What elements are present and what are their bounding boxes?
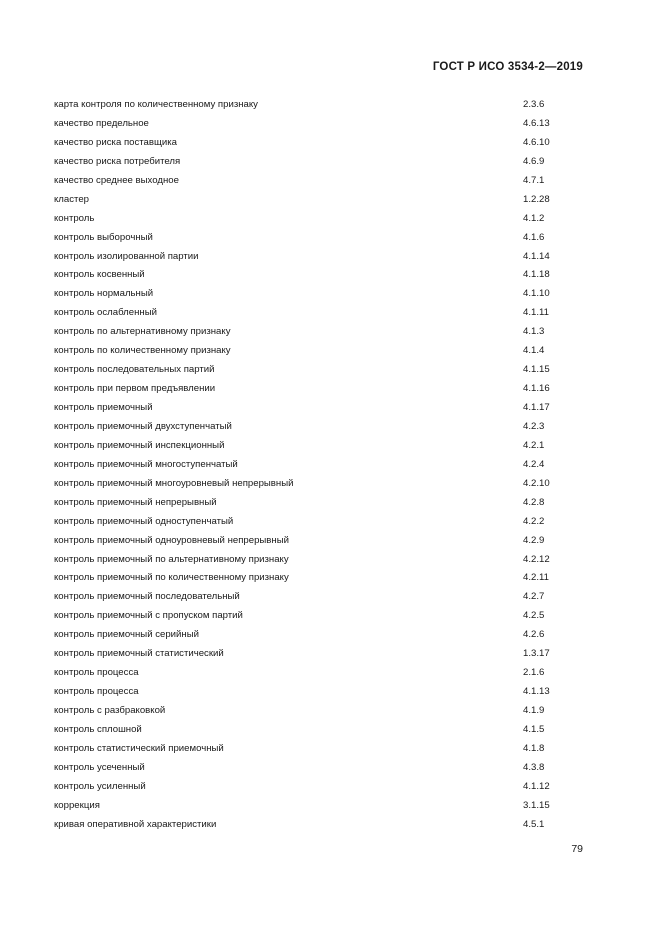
index-entry: [54, 191, 584, 210]
index-term: контроль приемочный по альтернативному признаку: [54, 553, 289, 565]
index-entry: [54, 172, 584, 191]
index-term-reference: 4.2.1: [523, 439, 545, 451]
index-entry: [54, 399, 584, 418]
index-term-reference: 4.2.5: [523, 610, 545, 622]
index-term-reference: 4.3.8: [523, 761, 545, 773]
index-term: контроль косвенный: [54, 269, 145, 281]
index-term-reference: 4.1.8: [523, 742, 545, 754]
index-term-reference: 4.2.7: [523, 591, 545, 603]
index-term: контроль приемочный многоступенчатый: [54, 458, 238, 470]
index-term-reference: 4.2.10: [523, 477, 550, 489]
index-term-reference: 4.2.3: [523, 420, 545, 432]
index-term-reference: 4.1.13: [523, 686, 550, 698]
index-entry: [54, 551, 584, 570]
index-term-reference: 4.1.5: [523, 723, 545, 735]
index-term-reference: 4.5.1: [523, 818, 545, 830]
index-term: контроль приемочный с пропуском партий: [54, 610, 243, 622]
index-entry: [54, 740, 584, 759]
index-term-reference: 4.1.14: [523, 250, 550, 262]
index-term: контроль приемочный: [54, 402, 153, 413]
index-entry: [54, 626, 584, 645]
index-term: контроль по количественному признаку: [54, 345, 231, 357]
index-term-reference: 4.2.8: [523, 496, 545, 508]
index-term-reference: 4.6.10: [523, 136, 550, 148]
index-term: контроль приемочный последовательный: [54, 591, 240, 603]
index-term-reference: 4.2.9: [523, 534, 545, 546]
index-entry: [54, 569, 584, 588]
index-term: контроль приемочный многоуровневый непрерывный: [54, 477, 294, 489]
index-term: коррекция: [54, 799, 100, 811]
index-term-reference: 4.1.17: [523, 402, 550, 413]
index-term: контроль усеченный: [54, 761, 145, 773]
index-entry: [54, 304, 584, 323]
index-entry: [54, 134, 584, 153]
index-term: контроль: [54, 212, 95, 224]
index-entry: [54, 532, 584, 551]
index-term: качество предельное: [54, 117, 149, 129]
index-entry: [54, 607, 584, 626]
index-term: контроль процесса: [54, 667, 139, 679]
index-term-reference: 4.7.1: [523, 174, 545, 186]
index-term-reference: 4.6.13: [523, 117, 550, 129]
index-entry: [54, 702, 584, 721]
index-term-reference: 1.2.28: [523, 193, 550, 205]
index-term: контроль приемочный одноуровневый непрерывный: [54, 534, 289, 546]
index-term-reference: 4.2.2: [523, 515, 545, 527]
index-term-reference: 4.1.18: [523, 269, 550, 281]
index-entry: [54, 475, 584, 494]
index-entry: [54, 96, 584, 115]
page-number: 79: [571, 843, 583, 855]
index-term: качество риска поставщика: [54, 136, 177, 148]
index-term: контроль ослабленный: [54, 307, 157, 319]
index-term: контроль последовательных партий: [54, 364, 215, 376]
index-entry: [54, 115, 584, 134]
index-entry: [54, 816, 584, 835]
index-entry: [54, 721, 584, 740]
index-term-reference: 4.2.12: [523, 553, 550, 565]
index-term-reference: 4.6.9: [523, 155, 545, 167]
index-entry: [54, 323, 584, 342]
index-term: контроль приемочный одноступенчатый: [54, 515, 234, 527]
index-entry: [54, 759, 584, 778]
index-term-reference: 4.2.11: [523, 572, 549, 584]
document-header: [433, 61, 583, 73]
index-term: контроль сплошной: [54, 723, 142, 735]
index-term: контроль с разбраковкой: [54, 705, 166, 716]
index-term-reference: 4.1.15: [523, 364, 550, 376]
index-term: контроль приемочный статистический: [54, 648, 224, 660]
index-term: контроль по альтернативному признаку: [54, 326, 231, 338]
index-entry: [54, 683, 584, 702]
index-term: контроль выборочный: [54, 231, 153, 243]
index-term-reference: 4.1.9: [523, 705, 545, 716]
index-term-reference: 4.1.6: [523, 231, 545, 243]
index-term-reference: 4.1.3: [523, 326, 545, 338]
index-entry: [54, 513, 584, 532]
index-term: контроль усиленный: [54, 780, 146, 792]
index-term: кривая оперативной характеристики: [54, 818, 217, 830]
alphabetical-term-index: [54, 96, 584, 835]
index-term: контроль приемочный инспекционный: [54, 439, 225, 451]
index-term-reference: 4.1.4: [523, 345, 545, 357]
index-term: качество риска потребителя: [54, 155, 181, 167]
index-term: контроль приемочный двухступенчатый: [54, 420, 232, 432]
index-entry: [54, 380, 584, 399]
index-term-reference: 2.3.6: [523, 99, 545, 110]
index-term-reference: 4.2.6: [523, 629, 545, 641]
index-term: контроль нормальный: [54, 288, 154, 300]
index-entry: [54, 153, 584, 172]
index-term-reference: 3.1.15: [523, 799, 550, 811]
index-entry: [54, 664, 584, 683]
index-entry: [54, 210, 584, 229]
index-term: контроль изолированной партии: [54, 250, 199, 262]
index-entry: [54, 778, 584, 797]
index-term-reference: 4.1.11: [523, 307, 549, 319]
index-entry: [54, 361, 584, 380]
index-term: контроль приемочный по количественному признаку: [54, 572, 289, 584]
index-term: контроль приемочный серийный: [54, 629, 199, 641]
index-term: контроль статистический приемочный: [54, 742, 224, 754]
standard-code: ГОСТ Р ИСО 3534-2—2019: [432, 61, 583, 73]
index-term-reference: 4.1.2: [523, 212, 545, 224]
index-entry: [54, 645, 584, 664]
index-term-reference: 1.3.17: [523, 648, 550, 660]
index-term-reference: 4.1.16: [523, 383, 550, 395]
index-entry: [54, 456, 584, 475]
index-entry: [54, 248, 584, 267]
index-term-reference: 4.2.4: [523, 458, 545, 470]
index-entry: [54, 342, 584, 361]
index-term: кластер: [54, 193, 89, 205]
index-term-reference: 2.1.6: [523, 667, 545, 679]
index-entry: [54, 229, 584, 248]
index-term: контроль при первом предъявлении: [54, 383, 216, 395]
index-entry: [54, 494, 584, 513]
index-term: контроль процесса: [54, 686, 139, 698]
index-term: контроль приемочный непрерывный: [54, 496, 217, 508]
index-term-reference: 4.1.12: [523, 780, 550, 792]
index-entry: [54, 437, 584, 456]
index-entry: [54, 797, 584, 816]
index-term-reference: 4.1.10: [523, 288, 550, 300]
index-term: карта контроля по количественному признаку: [54, 99, 258, 110]
index-entry: [54, 266, 584, 285]
index-entry: [54, 285, 584, 304]
index-entry: [54, 418, 584, 437]
index-term: качество среднее выходное: [54, 174, 179, 186]
index-entry: [54, 588, 584, 607]
